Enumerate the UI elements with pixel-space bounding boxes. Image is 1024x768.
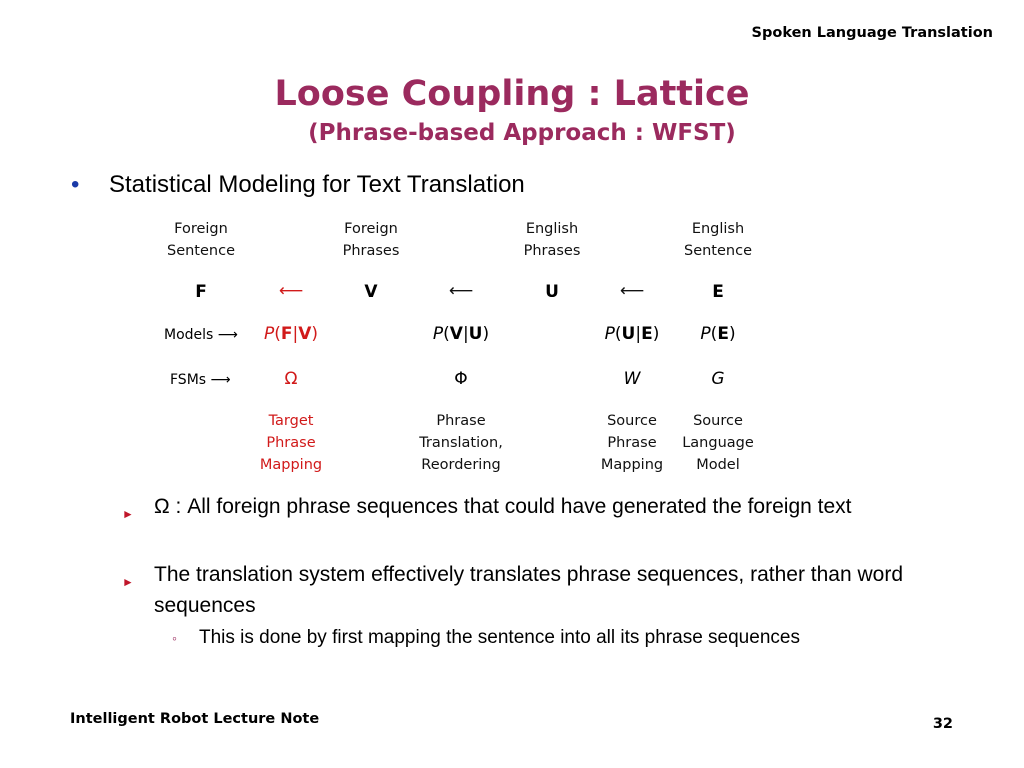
- triangle-right-icon: ►: [122, 575, 134, 589]
- header-english-sentence: English Sentence: [683, 221, 753, 259]
- slide-subtitle: (Phrase-based Approach : WFST): [308, 120, 736, 146]
- header-title: Spoken Language Translation: [751, 25, 993, 41]
- bullet-dot: •: [71, 171, 80, 198]
- fsm-omega: Ω: [284, 369, 298, 389]
- desc-target-phrase-mapping: Target Phrase Mapping: [259, 413, 323, 473]
- translation-diagram: [150, 215, 770, 480]
- header-foreign-sentence: Foreign Sentence: [166, 221, 236, 259]
- symbol-v: V: [364, 282, 378, 302]
- symbol-u: U: [545, 282, 559, 302]
- model-p-u-given-e: P(U|E): [604, 324, 660, 344]
- sub-bullet-text: The translation system effectively translates phrase sequences, rather than word sequences: [154, 563, 903, 617]
- footer-course-name: Intelligent Robot Lecture Note: [70, 711, 320, 727]
- row-label-models: Models ⟶: [164, 327, 238, 343]
- desc-source-language-model: Source Language Model: [682, 413, 754, 473]
- symbol-e: E: [712, 282, 724, 302]
- header-foreign-phrases: Foreign Phrases: [342, 221, 400, 259]
- triangle-right-icon: ►: [122, 507, 134, 521]
- model-p-e: P(E): [700, 324, 736, 344]
- arrow-left-icon: ⟵: [619, 281, 645, 301]
- slide-title: Loose Coupling : Lattice: [274, 74, 750, 114]
- desc-source-phrase-mapping: Source Phrase Mapping: [600, 413, 664, 473]
- sub-bullet-text: Ω : All foreign phrase sequences that could have generated the foreign text: [154, 495, 852, 518]
- arrow-left-icon: ⟵: [278, 281, 304, 301]
- fsm-w: W: [623, 369, 641, 389]
- desc-phrase-translation: Phrase Translation, Reordering: [419, 413, 503, 473]
- row-label-fsms: FSMs ⟶: [170, 372, 231, 388]
- fsm-phi: Φ: [454, 369, 468, 389]
- subsub-bullet-text: This is done by first mapping the sentence into all its phrase sequences: [199, 627, 800, 648]
- arrow-left-icon: ⟵: [448, 281, 474, 301]
- page-number: 32: [932, 716, 953, 732]
- model-p-f-given-v: P(F|V): [263, 324, 319, 344]
- header-english-phrases: English Phrases: [523, 221, 581, 259]
- model-p-v-given-u: P(V|U): [432, 324, 490, 344]
- symbol-f: F: [195, 282, 207, 302]
- circle-bullet-icon: ◦: [172, 630, 177, 646]
- fsm-g: G: [711, 369, 725, 389]
- bullet-text: Statistical Modeling for Text Translation: [109, 171, 525, 198]
